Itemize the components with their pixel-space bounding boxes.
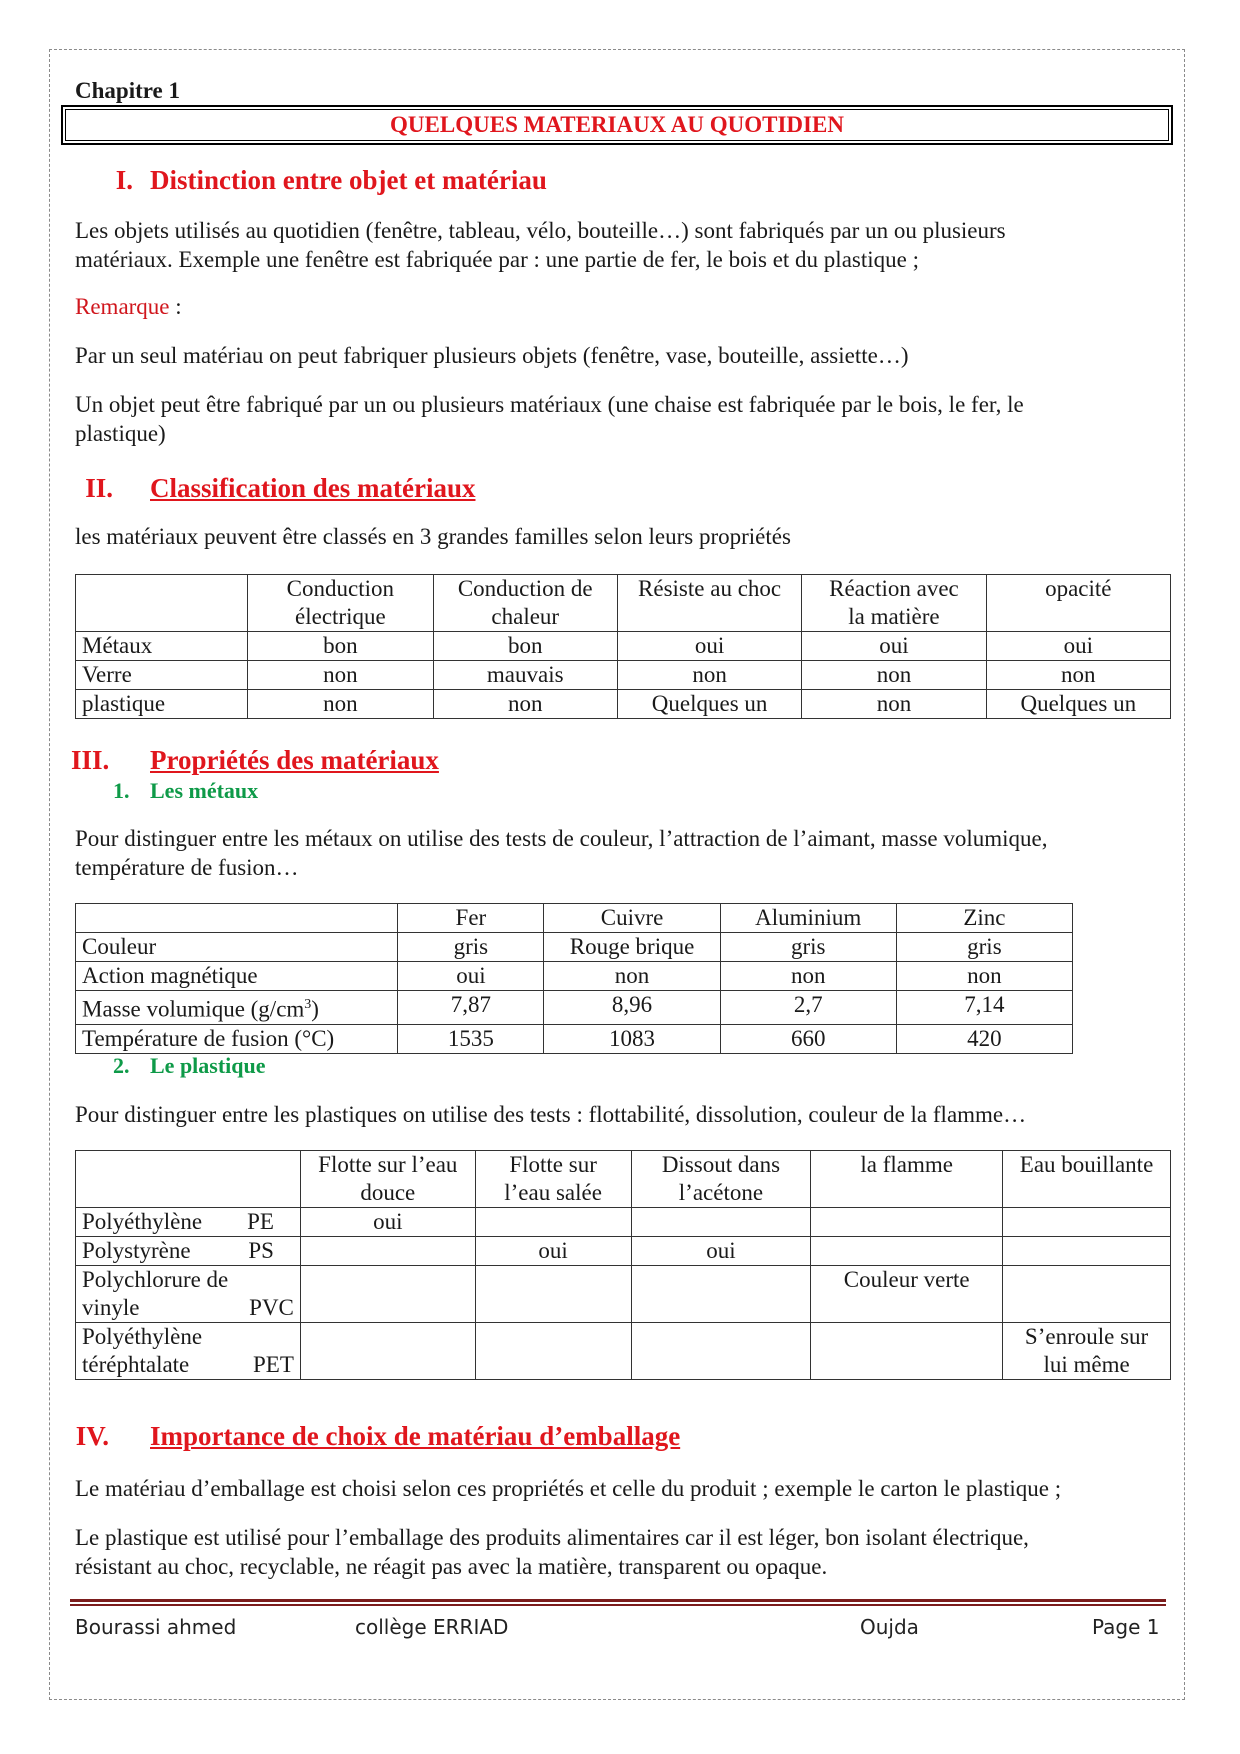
metals-table (75, 903, 1073, 1054)
remark-label: Remarque (75, 294, 170, 319)
table-row (76, 661, 1171, 690)
table-row (76, 991, 1073, 1025)
table-row-label: Action magnétique (76, 962, 398, 991)
table-header-cell: Réaction avec la matière (802, 575, 986, 632)
table-cell: non (802, 661, 986, 690)
subsection-1-heading (113, 778, 259, 804)
table-cell: Quelques un (986, 690, 1170, 719)
text-line: Le plastique est utilisé pour l’emballage des produits alimentaires car il est léger, bon isolant électrique, (75, 1525, 1029, 1550)
table-cell (1003, 1266, 1171, 1323)
section-3-title: Propriétés des matériaux (150, 745, 439, 775)
text-line: matériaux. Exemple une fenêtre est fabriquée par : une partie de fer, le bois et du plastique ; (75, 247, 919, 272)
table-cell: gris (896, 933, 1072, 962)
table-cell: 660 (720, 1024, 896, 1053)
text-line: Pour distinguer entre les métaux on utilise des tests de couleur, l’attraction de l’aimant, masse volumique, (75, 826, 1048, 851)
table-cell: bon (248, 632, 433, 661)
section-1-paragraph-1 (75, 216, 1175, 274)
table-cell (811, 1208, 1003, 1237)
section-1-paragraph-3 (75, 390, 1175, 448)
density-exponent: 3 (304, 997, 312, 1012)
table-cell: mauvais (433, 661, 617, 690)
table-cell (631, 1266, 811, 1323)
subsection-2-heading (113, 1053, 266, 1079)
table-cell: oui (802, 632, 986, 661)
table-row (76, 1323, 1171, 1380)
table-cell: gris (398, 933, 544, 962)
subsection-1-number: 1. (113, 778, 130, 803)
table-row-label (76, 991, 398, 1025)
footer-author: Bourassi ahmed (75, 1615, 237, 1639)
table-header-cell: Dissout dans l’acétone (631, 1151, 811, 1208)
table-cell: oui (300, 1208, 475, 1237)
table-row (76, 1266, 1171, 1323)
table-cell: non (896, 962, 1072, 991)
table-cell (631, 1323, 811, 1380)
section-1-heading (75, 165, 547, 196)
section-2-number: II. (85, 473, 113, 503)
table-cell (475, 1208, 631, 1237)
table-header-row (76, 575, 1171, 632)
table-cell: Rouge brique (544, 933, 720, 962)
table-row-label: Métaux (76, 632, 248, 661)
table-cell: non (433, 690, 617, 719)
section-3-number: III. (71, 745, 110, 775)
table-row-label: Polystyrène PS (76, 1237, 301, 1266)
chapter-label: Chapitre 1 (75, 78, 180, 103)
document-title: QUELQUES MATERIAUX AU QUOTIDIEN (65, 109, 1169, 141)
table-cell: non (720, 962, 896, 991)
section-2-intro: les matériaux peuvent être classés en 3 grandes familles selon leurs propriétés (75, 524, 791, 549)
table-cell: oui (631, 1237, 811, 1266)
table-header-cell: Conduction de chaleur (433, 575, 617, 632)
table-header-cell: Résiste au choc (617, 575, 801, 632)
table-row (76, 690, 1171, 719)
table-cell: non (248, 661, 433, 690)
table-header-row (76, 1151, 1171, 1208)
table-header-cell: Aluminium (720, 904, 896, 933)
table-cell: 7,14 (896, 991, 1072, 1025)
footer-page-number: Page 1 (1092, 1615, 1160, 1639)
table-cell: 1535 (398, 1024, 544, 1053)
table-cell: 7,87 (398, 991, 544, 1025)
footer-city: Oujda (860, 1615, 919, 1639)
section-2-title: Classification des matériaux (150, 473, 476, 503)
remark-colon: : (169, 294, 182, 319)
table-cell (631, 1208, 811, 1237)
section-2-heading (75, 473, 476, 504)
table-cell: 2,7 (720, 991, 896, 1025)
title-box (61, 105, 1173, 145)
table-cell: bon (433, 632, 617, 661)
section-1-number: I. (115, 165, 133, 195)
subsection-2-title: Le plastique (150, 1053, 266, 1078)
table-cell: Couleur verte (811, 1266, 1003, 1323)
table-cell: non (802, 690, 986, 719)
table-row (76, 1024, 1073, 1053)
table-cell: gris (720, 933, 896, 962)
density-label: Masse volumique (g/cm (82, 996, 305, 1022)
table-row (76, 632, 1171, 661)
table-cell (1003, 1237, 1171, 1266)
table-cell (76, 1151, 301, 1208)
table-cell: 8,96 (544, 991, 720, 1025)
plastics-table (75, 1150, 1171, 1380)
table-row-label: Polyéthylène téréphtalate PET (76, 1323, 301, 1380)
table-header-cell: Cuivre (544, 904, 720, 933)
text-line: Les objets utilisés au quotidien (fenêtre, tableau, vélo, bouteille…) sont fabriqués par un ou plusieurs (75, 218, 1006, 243)
table-cell: oui (986, 632, 1170, 661)
section-1-paragraph-2: Par un seul matériau on peut fabriquer plusieurs objets (fenêtre, vase, bouteille, assiette…) (75, 343, 909, 368)
subsection-2-number: 2. (113, 1053, 130, 1078)
section-4-heading (75, 1421, 681, 1452)
section-3-heading (71, 745, 439, 776)
table-row-label: Polychlorure de vinyle PVC (76, 1266, 301, 1323)
table-row (76, 962, 1073, 991)
section-4-title: Importance de choix de matériau d’emballage (150, 1421, 681, 1451)
table-header-cell: Eau bouillante (1003, 1151, 1171, 1208)
table-cell: non (248, 690, 433, 719)
table-cell (300, 1266, 475, 1323)
table-header-cell: opacité (986, 575, 1170, 632)
section-1-title: Distinction entre objet et matériau (150, 165, 547, 195)
table-row (76, 933, 1073, 962)
text-line: plastique) (75, 421, 166, 446)
table-cell (811, 1323, 1003, 1380)
table-cell: Quelques un (617, 690, 801, 719)
remark (75, 292, 1175, 321)
section-4-paragraph-1: Le matériau d’emballage est choisi selon ces propriétés et celle du produit ; exemple le carton le plastique ; (75, 1476, 1062, 1501)
table-row-label: Couleur (76, 933, 398, 962)
table-header-cell: Fer (398, 904, 544, 933)
table-cell (475, 1323, 631, 1380)
table-header-cell: la flamme (811, 1151, 1003, 1208)
table-cell (76, 904, 398, 933)
table-cell: non (617, 661, 801, 690)
table-cell: oui (398, 962, 544, 991)
table-header-cell: Flotte sur l’eau salée (475, 1151, 631, 1208)
table-cell: 1083 (544, 1024, 720, 1053)
table-header-cell: Zinc (896, 904, 1072, 933)
text-line: température de fusion… (75, 855, 299, 880)
table-cell: non (544, 962, 720, 991)
table-header-cell: Flotte sur l’eau douce (300, 1151, 475, 1208)
table-cell: non (986, 661, 1170, 690)
table-row (76, 1208, 1171, 1237)
table-row-label: Verre (76, 661, 248, 690)
section-4-paragraph-2 (75, 1523, 1175, 1581)
table-cell (300, 1237, 475, 1266)
table-cell (1003, 1208, 1171, 1237)
density-label-close: ) (311, 996, 319, 1022)
table-row-label: Polyéthylène PE (76, 1208, 301, 1237)
table-cell (475, 1266, 631, 1323)
metals-paragraph (75, 824, 1175, 882)
table-cell (811, 1237, 1003, 1266)
footer-divider (70, 1599, 1166, 1606)
materials-table (75, 574, 1171, 719)
plastics-paragraph: Pour distinguer entre les plastiques on utilise des tests : flottabilité, dissolution, couleur de la flamme… (75, 1102, 1027, 1127)
text-line: résistant au choc, recyclable, ne réagit pas avec la matière, transparent ou opaque. (75, 1554, 828, 1579)
table-cell: S’enroule sur lui même (1003, 1323, 1171, 1380)
table-cell (76, 575, 248, 632)
table-cell (300, 1323, 475, 1380)
text-line: Un objet peut être fabriqué par un ou plusieurs matériaux (une chaise est fabriquée par le bois, le fer, le (75, 392, 1024, 417)
table-cell: oui (617, 632, 801, 661)
table-header-cell: Conduction électrique (248, 575, 433, 632)
subsection-1-title: Les métaux (150, 778, 259, 803)
table-row (76, 1237, 1171, 1266)
section-4-number: IV. (75, 1421, 109, 1451)
table-row-label: plastique (76, 690, 248, 719)
table-header-row (76, 904, 1073, 933)
table-cell: oui (475, 1237, 631, 1266)
table-row-label: Température de fusion (°C) (76, 1024, 398, 1053)
footer-school: collège ERRIAD (355, 1615, 509, 1639)
table-cell: 420 (896, 1024, 1072, 1053)
